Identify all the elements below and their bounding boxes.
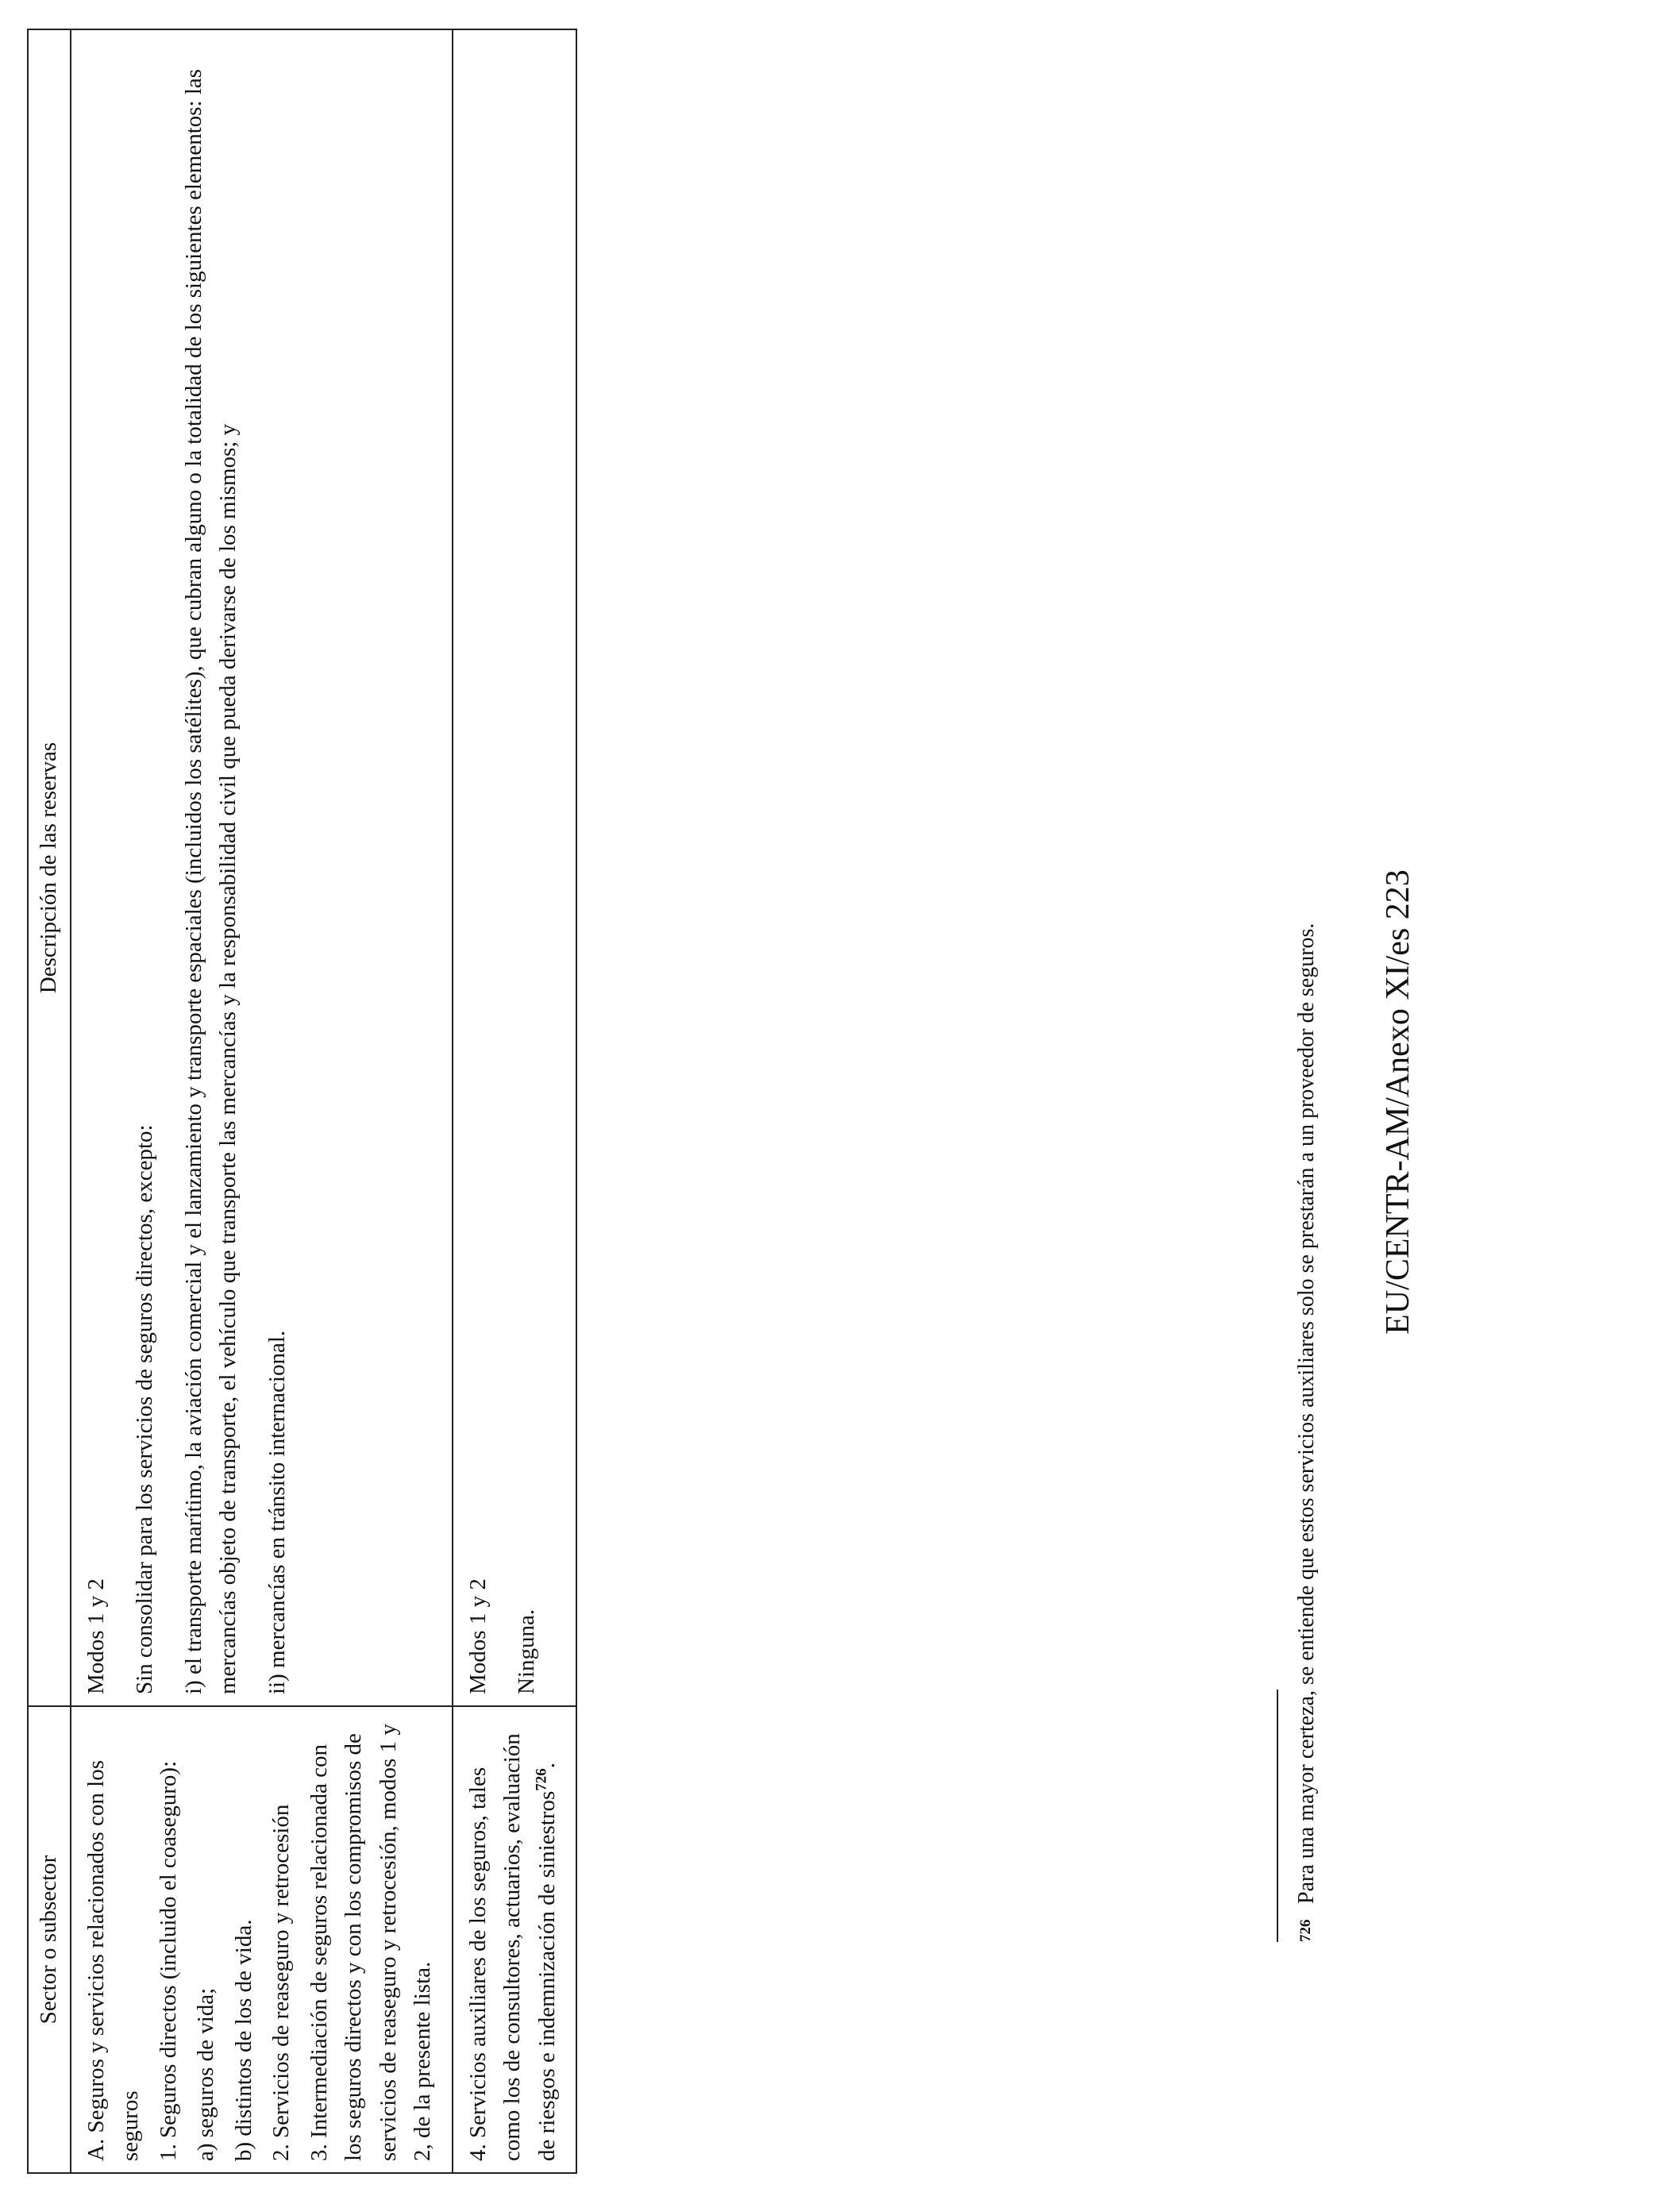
description-cell: [71, 29, 453, 1706]
sector-line: 2. Servicios de reaseguro y retrocesión: [268, 1804, 294, 2161]
description-cell: [453, 29, 577, 1706]
header-description: Descripción de las reservas: [28, 29, 71, 1706]
description-line: Sin consolidar para los servicios de seguros directos, excepto:: [132, 1124, 157, 1694]
sector-line: 3. Intermediación de seguros relacionada con los seguros directos y con los compromisos de servicios de reaseguro y retrocesión, modos 1 y 2, de la presente lista.: [306, 1724, 435, 2161]
sector-line: a) seguros de vida;: [193, 1987, 218, 2161]
reservations-table: [27, 29, 577, 2174]
sector-line: A. Seguros y servicios relacionados con los seguros: [83, 1760, 143, 2161]
sector-line: [461, 1718, 565, 2161]
footnote-reference: 726: [532, 1768, 549, 1791]
sector-text: 4. Servicios auxiliares de los seguros, tales como los de consultores, actuarios, evaluación de riesgos e indemnización de siniestros: [464, 1733, 560, 2161]
sector-cell: [71, 1706, 453, 2173]
sector-end: .: [534, 1762, 560, 1769]
sector-cell: [453, 1706, 577, 2173]
table-row: [71, 29, 453, 2173]
sector-line: b) distintos de los de vida.: [230, 1919, 256, 2161]
description-line: ii) mercancías en tránsito internacional.: [264, 1330, 290, 1694]
table-header-row: [28, 29, 71, 2173]
document-reference: EU/CENTR-AM/Anexo XI/es 223: [1380, 869, 1416, 1335]
footnote-number: 726: [1297, 1919, 1314, 1942]
footnote-divider: [1277, 1690, 1278, 1942]
header-sector: Sector o subsector: [28, 1706, 71, 2173]
footnote: [1294, 116, 1320, 1942]
description-line: Ninguna.: [514, 1609, 539, 1694]
description-line: Modos 1 y 2: [464, 1578, 491, 1694]
sector-line: 1. Seguros directos (incluido el coaseguro):: [155, 1760, 181, 2161]
footnote-text: Para una mayor certeza, se entiende que estos servicios auxiliares solo se prestarán a un proveedor de seguros.: [1294, 923, 1319, 1904]
description-line: i) el transporte marítimo, la aviación comercial y el lanzamiento y transporte espaciales (incluidos los satélites), que cubran alguno o la totalidad de los siguientes elementos: las mercancías objeto de transporte, el vehículo que transporte las mercancías y la responsabilidad civil que pueda derivarse de los mismos; y: [180, 68, 241, 1694]
table-row: [453, 29, 577, 2173]
description-line: Modos 1 y 2: [83, 1578, 109, 1694]
